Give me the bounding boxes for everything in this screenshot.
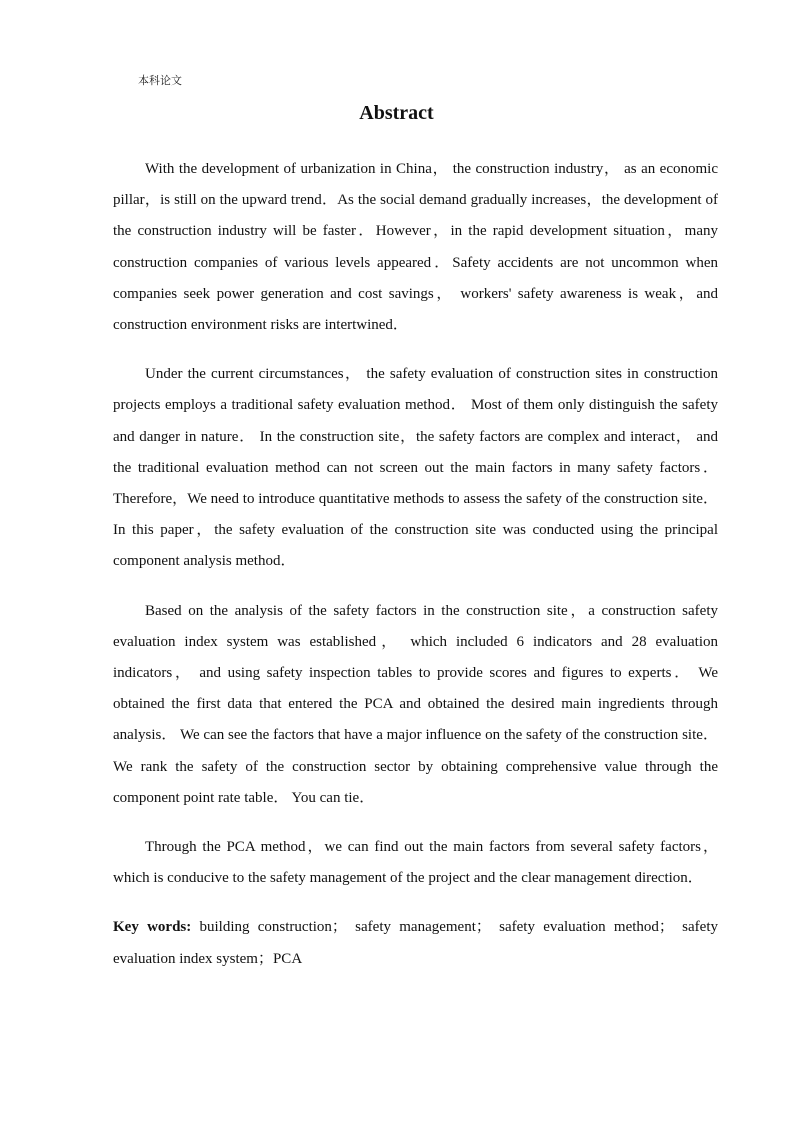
- abstract-paragraph-1: With the development of urbanization in China， the construction industry， as an economic pillar，is still on the upward trend．As the social demand gradually increases，the development of the construction industry will be faster．However，in the rapid development situation，many construction companies of various levels appeared．Safety accidents are not uncommon when companies seek power generation and cost savings， workers' safety awareness is weak，and construction environment risks are intertwined．: [113, 161, 718, 334]
- keywords-label: Key words:: [113, 919, 192, 936]
- abstract-paragraph-2: Under the current circumstances， the safety evaluation of construction sites in construction projects employs a traditional safety evaluation method． Most of them only distinguish the safety and danger in nature． In the construction site，the safety factors are complex and interact， and the traditional evaluation method can not screen out the main factors in many safety factors．Therefore，We need to introduce quantitative methods to assess the safety of the construction site．In this paper，the safety evaluation of the construction site was conducted using the principal component analysis method．: [113, 366, 718, 570]
- keywords-text: building construction； safety management； safety evaluation method； safety evaluation index system；PCA: [113, 919, 718, 967]
- running-header: 本科论文: [138, 74, 182, 87]
- keywords-line: [113, 912, 718, 974]
- abstract-title: Abstract: [359, 102, 434, 124]
- abstract-paragraph-3: Based on the analysis of the safety factors in the construction site，a construction safety evaluation index system was established， which included 6 indicators and 28 evaluation indicators， and using safety inspection tables to provide scores and figures to experts． We obtained the first data that entered the PCA and obtained the desired main ingredients through analysis． We can see the factors that have a major influence on the safety of the construction site． We rank the safety of the construction sector by obtaining comprehensive value through the component point rate table． You can tie．: [113, 602, 718, 806]
- abstract-paragraph-4: Through the PCA method，we can find out the main factors from several safety factors，which is conducive to the safety management of the project and the clear management direction．: [113, 839, 718, 887]
- abstract-body: [113, 154, 718, 975]
